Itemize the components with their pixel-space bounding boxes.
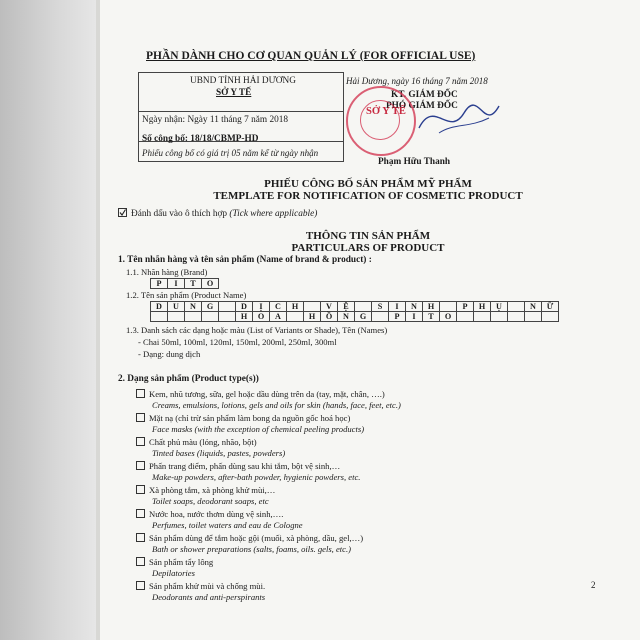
letter-cell: Ồ (321, 312, 338, 322)
product-type-en: Make-up powders, after-bath powder, hygienic powders, etc. (152, 472, 361, 482)
letter-cell: D (151, 302, 168, 312)
letter-cell: N (338, 312, 355, 322)
product-type-vi: Sản phẩm khử mùi và chống mùi. (149, 581, 266, 591)
particulars-title-vi: THÔNG TIN SẢN PHẨM (305, 230, 431, 242)
variant-form: - Dạng: dung dịch (138, 349, 201, 359)
letter-cell: T (185, 279, 202, 289)
letter-cell: P (151, 279, 168, 289)
product-type-en: Perfumes, toilet waters and eau de Cologne (152, 520, 303, 530)
letter-cell: T (423, 312, 440, 322)
notice-number: Số công bố: 18/18/CBMP-HD (142, 134, 259, 144)
checked-checkbox-icon (118, 208, 127, 217)
product-type-vi: Kem, nhũ tương, sữa, gel hoặc dầu dùng trên da (tay, mặt, chân, ….) (149, 389, 385, 399)
letter-cell (355, 302, 372, 312)
letter-cell (457, 312, 474, 322)
letter-cell: D (236, 302, 253, 312)
letter-cell: O (440, 312, 457, 322)
letter-cell (372, 312, 389, 322)
letter-cell (185, 312, 202, 322)
product-type-en: Toilet soaps, deodorant soaps, etc (152, 496, 269, 506)
letter-cell: P (389, 312, 406, 322)
product-letter-grid (150, 301, 559, 322)
official-use-title: PHẦN DÀNH CHO CƠ QUAN QUẢN LÝ (FOR OFFICIAL USE) (146, 50, 476, 62)
department-name: SỞ Y TẾ (216, 88, 252, 98)
particulars-title-en: PARTICULARS OF PRODUCT (291, 242, 445, 254)
document-page (96, 0, 640, 640)
letter-cell (542, 312, 559, 322)
product-name-label: 1.2. Tên sản phẩm (Product Name) (126, 290, 247, 300)
checkbox-icon[interactable] (136, 533, 145, 542)
letter-cell: H (304, 312, 321, 322)
letter-cell (508, 312, 525, 322)
letter-cell: I (389, 302, 406, 312)
letter-cell: Ị (253, 302, 270, 312)
checkbox-icon[interactable] (136, 389, 145, 398)
product-type-en: Deodorants and anti-perspirants (152, 592, 266, 602)
sign-title-2: PHÓ GIÁM ĐỐC (386, 101, 458, 111)
letter-cell: V (321, 302, 338, 312)
section-2-heading: 2. Dạng sản phẩm (Product type(s)) (118, 374, 259, 384)
section-1-heading: 1. Tên nhãn hàng và tên sản phẩm (Name of brand & product) : (118, 255, 372, 265)
letter-cell: H (474, 302, 491, 312)
product-type-option[interactable] (136, 389, 385, 399)
letter-cell: C (270, 302, 287, 312)
checkbox-icon[interactable] (136, 485, 145, 494)
letter-cell (508, 302, 525, 312)
product-type-vi: Chất phủ màu (lỏng, nhão, bột) (149, 437, 257, 447)
letter-cell: Ữ (542, 302, 559, 312)
letter-cell: Ụ (491, 302, 508, 312)
binding-left (0, 0, 96, 640)
checkbox-icon[interactable] (136, 581, 145, 590)
letter-cell: P (457, 302, 474, 312)
product-type-option[interactable] (136, 437, 257, 447)
agency-name: UBND TỈNH HẢI DƯƠNG (190, 76, 296, 86)
letter-cell: N (185, 302, 202, 312)
product-type-option[interactable] (136, 509, 283, 519)
letter-cell: H (423, 302, 440, 312)
product-type-en: Tinted bases (liquids, pastes, powders) (152, 448, 286, 458)
official-seal (346, 86, 416, 156)
checkbox-icon[interactable] (136, 437, 145, 446)
letter-cell: O (253, 312, 270, 322)
checkbox-icon[interactable] (136, 509, 145, 518)
page-edge-shadow (96, 0, 100, 640)
product-type-option[interactable] (136, 485, 275, 495)
validity-note: Phiếu công bố có giá trị 05 năm kể từ ngày nhận (142, 148, 319, 158)
page-number: 2 (591, 580, 596, 590)
checkbox-icon[interactable] (136, 557, 145, 566)
letter-cell (525, 312, 542, 322)
signature (414, 88, 504, 148)
tick-instruction-row: Đánh dấu vào ô thích hợp (Tick where applicable) (118, 208, 317, 219)
product-type-en: Depilatories (152, 568, 195, 578)
product-type-option[interactable] (136, 581, 265, 591)
place-date: Hải Dương, ngày 16 tháng 7 năm 2018 (346, 76, 488, 86)
letter-cell: U (168, 302, 185, 312)
product-type-vi: Phấn trang điểm, phấn dùng sau khi tắm, bột vệ sinh,… (149, 461, 341, 471)
product-type-option[interactable] (136, 413, 350, 423)
letter-cell (168, 312, 185, 322)
checkbox-icon[interactable] (136, 461, 145, 470)
letter-cell: N (525, 302, 542, 312)
product-type-en: Creams, emulsions, lotions, gels and oils for skin (hands, face, feet, etc.) (152, 400, 401, 410)
letter-cell (202, 312, 219, 322)
letter-cell (491, 312, 508, 322)
letter-cell (219, 312, 236, 322)
product-type-option[interactable] (136, 533, 363, 543)
product-type-vi: Sản phẩm tẩy lông (149, 557, 214, 567)
letter-cell: H (236, 312, 253, 322)
product-type-vi: Sản phẩm dùng để tắm hoặc gội (muối, xà phòng, dầu, gel,…) (149, 533, 364, 543)
product-type-en: Bath or shower preparations (salts, foams, oils. gels, etc.) (152, 544, 352, 554)
letter-cell (304, 302, 321, 312)
letter-cell (219, 302, 236, 312)
product-type-vi: Mặt nạ (chỉ trừ sản phẩm làm bong da nguồn gốc hoá học) (149, 413, 351, 423)
form-title-en: TEMPLATE FOR NOTIFICATION OF COSMETIC PRODUCT (213, 190, 523, 202)
sign-title-1: KT. GIÁM ĐỐC (391, 90, 458, 100)
product-type-vi: Nước hoa, nước thơm dùng vệ sinh,…. (149, 509, 284, 519)
letter-cell: I (168, 279, 185, 289)
variant-bottles: - Chai 50ml, 100ml, 120ml, 150ml, 200ml, 250ml, 300ml (138, 337, 337, 347)
brand-label: 1.1. Nhãn hàng (Brand) (126, 267, 208, 277)
letter-cell: Ệ (338, 302, 355, 312)
received-date: Ngày nhận: Ngày 11 tháng 7 năm 2018 (142, 115, 289, 125)
letter-cell: I (406, 312, 423, 322)
letter-cell (151, 312, 168, 322)
letter-cell: S (372, 302, 389, 312)
letter-cell: N (406, 302, 423, 312)
letter-cell: O (202, 279, 219, 289)
letter-cell: H (287, 302, 304, 312)
letter-cell: G (202, 302, 219, 312)
letter-cell (287, 312, 304, 322)
checkbox-icon[interactable] (136, 413, 145, 422)
letter-cell (440, 302, 457, 312)
brand-letter-grid (150, 278, 219, 289)
product-type-en: Face masks (with the exception of chemical peeling products) (152, 424, 365, 434)
form-title-vi: PHIẾU CÔNG BỐ SẢN PHẨM MỸ PHẨM (264, 178, 472, 190)
letter-cell: A (270, 312, 287, 322)
product-type-option[interactable] (136, 461, 340, 471)
signer-name: Phạm Hữu Thanh (378, 157, 451, 167)
seal-label: SỞ Y TẾ (366, 106, 406, 117)
letter-cell: G (355, 312, 372, 322)
product-type-vi: Xà phòng tắm, xà phòng khử mùi,… (149, 485, 276, 495)
product-type-option[interactable] (136, 557, 213, 567)
variants-label: 1.3. Danh sách các dạng hoặc màu (List of Variants or Shade), Tên (Names) (126, 325, 388, 335)
letter-cell (474, 312, 491, 322)
